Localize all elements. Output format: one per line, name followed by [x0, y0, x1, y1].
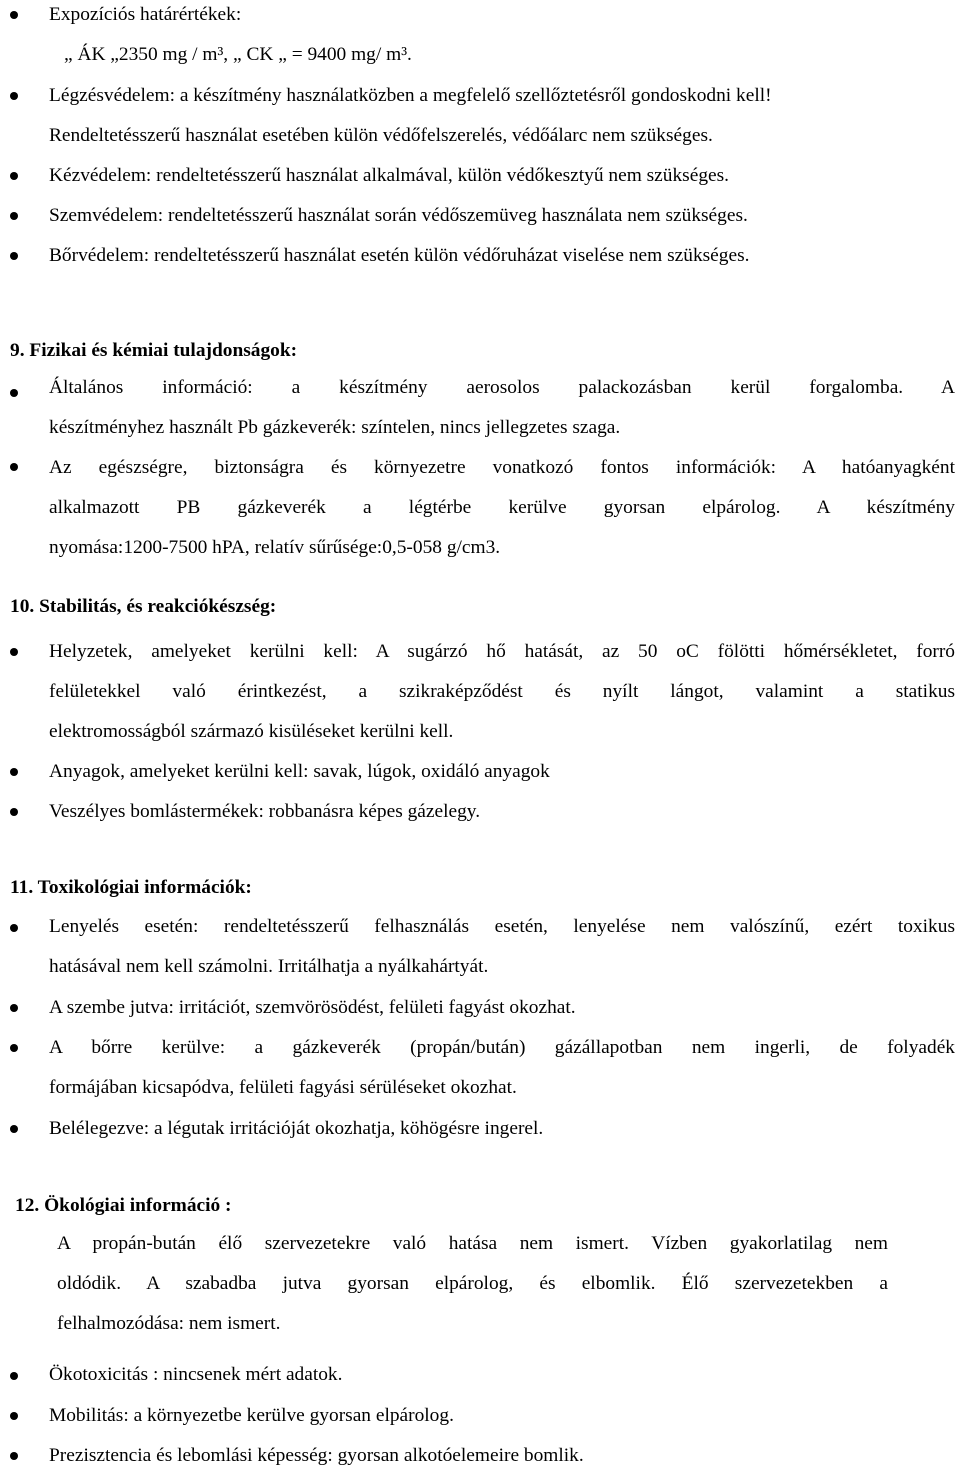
bullet-icon [10, 92, 18, 100]
list-item: A szembe jutva: irritációt, szemvörösödést, felületi fagyást okozhat. [49, 997, 576, 1018]
ingestion-line-2: hatásával nem kell számolni. Irritálhatja a nyálkahártyát. [49, 956, 489, 977]
list-item: Légzésvédelem: a készítmény használatközben a megfelelő szellőztetésről gondoskodni kell! [49, 85, 772, 106]
skin-line-2: formájában kicsapódva, felületi fagyási sérüléseket okozhat. [49, 1077, 517, 1098]
bullet-icon [10, 1372, 18, 1380]
bullet-icon [10, 389, 18, 397]
bullet-icon [10, 212, 18, 220]
bullet-icon [10, 11, 18, 19]
exposure-values: „ ÁK „2350 mg / m³, „ CK „ = 9400 mg/ m³. [64, 44, 412, 65]
list-item: Anyagok, amelyeket kerülni kell: savak, lúgok, oxidáló anyagok [49, 761, 550, 782]
bullet-icon [10, 463, 18, 471]
ingestion-line-1: Lenyelés esetén: rendeltetésszerű felhasználás esetén, lenyelése nem valószínű, ezért toxikus [49, 916, 955, 937]
bullet-icon [10, 1004, 18, 1012]
general-info-line-2: készítményhez használt Pb gázkeverék: színtelen, nincs jellegzetes szaga. [49, 417, 621, 438]
skin-line-1: A bőrre kerülve: a gázkeverék (propán/bután) gázállapotban nem ingerli, de folyadék [49, 1037, 955, 1058]
list-item: Bőrvédelem: rendeltetésszerű használat esetén külön védőruházat viselése nem szükséges. [49, 245, 750, 266]
list-item: Rendeltetésszerű használat esetében külön védőfelszerelés, védőálarc nem szükséges. [49, 125, 713, 146]
exposure-title: Expozíciós határértékek: [49, 4, 242, 25]
section-12-heading: 12. Ökológiai információ : [15, 1195, 232, 1216]
section-10-heading: 10. Stabilitás, és reakciókészség: [10, 596, 277, 617]
ecology-para-line-3: felhalmozódása: nem ismert. [57, 1313, 281, 1334]
bullet-icon [10, 1125, 18, 1133]
list-item: Kézvédelem: rendeltetésszerű használat alkalmával, külön védőkesztyű nem szükséges. [49, 165, 730, 186]
health-info-line-2: alkalmazott PB gázkeverék a légtérbe kerülve gyorsan elpárolog. A készítmény [49, 497, 955, 518]
bullet-icon [10, 172, 18, 180]
list-item: Veszélyes bomlástermékek: robbanásra képes gázelegy. [49, 801, 481, 822]
health-info-line-3: nyomása:1200-7500 hPA, relatív sűrűsége:0,5-058 g/cm3. [49, 537, 501, 558]
bullet-icon [10, 648, 18, 656]
health-info-line-1: Az egészségre, biztonságra és környezetre vonatkozó fontos információk: A hatóanyagként [49, 457, 955, 478]
avoid-line-3: elektromosságból származó kisüléseket kerülni kell. [49, 721, 454, 742]
ecology-para-line-2: oldódik. A szabadba jutva gyorsan elpárolog, és elbomlik. Élő szervezetekben a [57, 1273, 888, 1294]
bullet-icon [10, 1452, 18, 1460]
section-9-heading: 9. Fizikai és kémiai tulajdonságok: [10, 340, 298, 361]
bullet-icon [10, 808, 18, 816]
bullet-icon [10, 252, 18, 260]
list-item: Ökotoxicitás : nincsenek mért adatok. [49, 1364, 343, 1385]
ecology-para-line-1: A propán-bután élő szervezetekre való hatása nem ismert. Vízben gyakorlatilag nem [57, 1233, 888, 1254]
list-item: Szemvédelem: rendeltetésszerű használat során védőszemüveg használata nem szükséges. [49, 205, 748, 226]
list-item: Belélegezve: a légutak irritációját okozhatja, köhögésre ingerel. [49, 1118, 544, 1139]
section-11-heading: 11. Toxikológiai információk: [10, 877, 252, 898]
bullet-icon [10, 768, 18, 776]
bullet-icon [10, 1044, 18, 1052]
list-item: Prezisztencia és lebomlási képesség: gyorsan alkotóelemeire bomlik. [49, 1445, 584, 1466]
avoid-line-2: felületekkel való érintkezést, a szikraképződést és nyílt lángot, valamint a statikus [49, 681, 955, 702]
general-info-line-1: Általános információ: a készítmény aerosolos palackozásban kerül forgalomba. A [49, 377, 955, 398]
avoid-line-1: Helyzetek, amelyeket kerülni kell: A sugárzó hő hatását, az 50 oC fölötti hőmérsékletet, forró [49, 641, 955, 662]
bullet-icon [10, 1412, 18, 1420]
bullet-icon [10, 924, 18, 932]
list-item: Mobilitás: a környezetbe kerülve gyorsan elpárolog. [49, 1405, 454, 1426]
